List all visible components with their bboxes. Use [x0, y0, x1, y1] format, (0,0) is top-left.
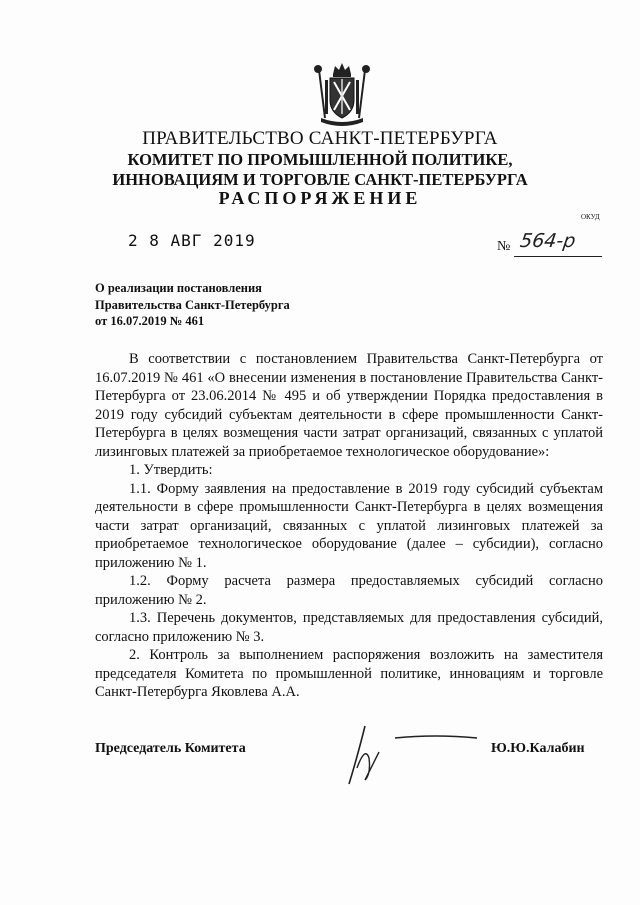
signatory-title: Председатель Комитета: [95, 741, 246, 756]
okud-label: ОКУД: [581, 213, 600, 221]
subject-line-2: Правительства Санкт-Петербурга: [95, 297, 290, 312]
document-date: 2 8 АВГ 2019: [128, 231, 256, 250]
handwritten-signature-icon: [335, 718, 485, 790]
preamble-paragraph: В соответствии с постановлением Правительства Санкт-Петербурга от 16.07.2019 № 461 «О внесении изменения в постановление Правительства Санкт-Петербурга от 23.06.2014 № 495 и об утверждении Порядка предоставления в 2019 году субсидий субъектам деятельности в сфере промышленности Санкт-Петербурга в целях возмещения части затрат организаций, связанных с уплатой лизинговых платежей за приобретаемое технологическое оборудование»:: [95, 351, 603, 460]
committee-title-line-1: КОМИТЕТ ПО ПРОМЫШЛЕННОЙ ПОЛИТИКЕ,: [127, 150, 513, 169]
document-subject: [95, 280, 345, 330]
document-number: 564-р: [514, 228, 606, 257]
government-title: ПРАВИТЕЛЬСТВО САНКТ-ПЕТЕРБУРГА: [142, 128, 498, 149]
subject-line-1: О реализации постановления: [95, 281, 262, 295]
committee-title: [0, 150, 640, 190]
item-2: 2. Контроль за выполнением распоряжения возложить на заместителя председателя Комитета по промышленной политике, инновациям и торговле Санкт-Петербурга Яковлева А.А.: [95, 647, 603, 700]
subject-line-3: от 16.07.2019 № 461: [95, 314, 205, 328]
document-type: РАСПОРЯЖЕНИЕ: [218, 188, 422, 208]
item-1-3: 1.3. Перечень документов, представляемых для предоставления субсидий, согласно приложению № 3.: [95, 610, 603, 645]
item-1: 1. Утвердить:: [129, 462, 213, 478]
spb-coat-of-arms-icon: [305, 60, 379, 126]
item-1-1: 1.1. Форму заявления на предоставление в 2019 году субсидий субъектам деятельности в сфере промышленности Санкт-Петербурга в целях возмещения части затрат организаций, связанных с уплатой лизинговых платежей за приобретаемое технологическое оборудование (далее – субсидии), согласно приложению № 1.: [95, 480, 603, 571]
number-sign: №: [497, 239, 511, 254]
item-1-2: 1.2. Форму расчета размера предоставляемых субсидий согласно приложению № 2.: [95, 573, 603, 608]
document-body: [95, 350, 603, 702]
signatory-name: Ю.Ю.Калабин: [491, 741, 585, 756]
committee-title-line-2: ИННОВАЦИЯМ И ТОРГОВЛЕ САНКТ-ПЕТЕРБУРГА: [112, 170, 528, 189]
